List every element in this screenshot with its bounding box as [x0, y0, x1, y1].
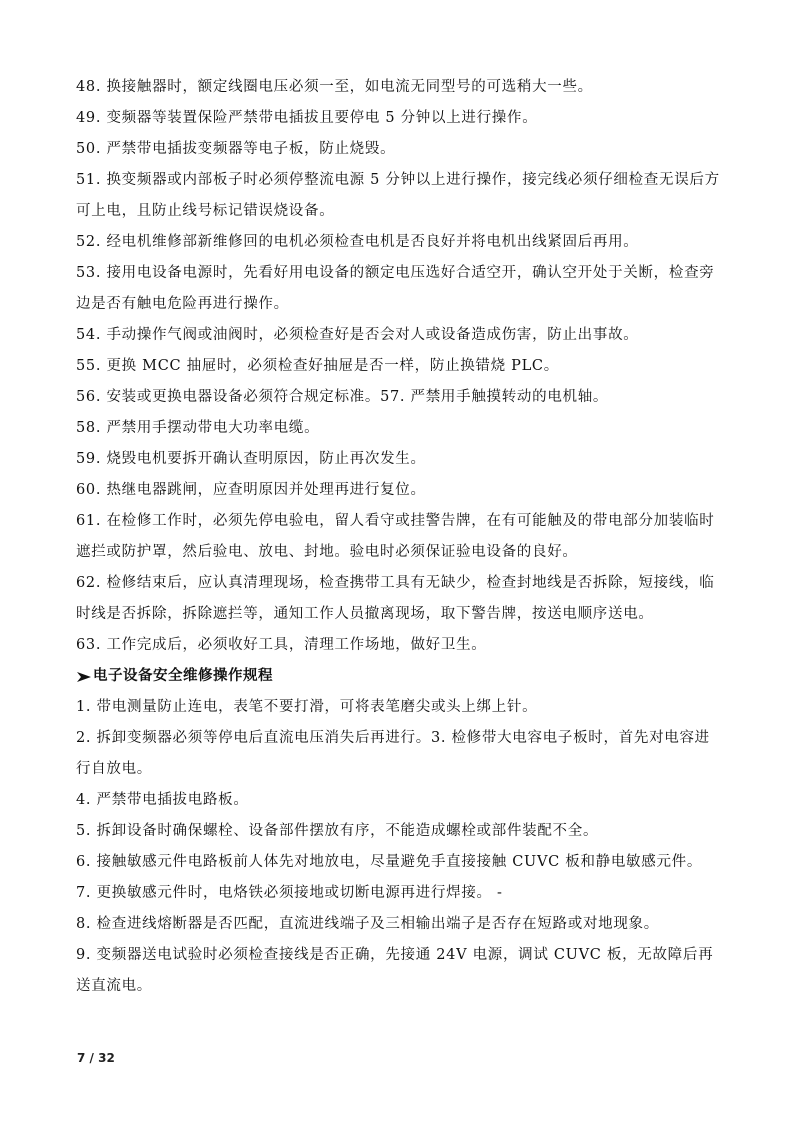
electronic-rule-8: 8. 检查进线熔断器是否匹配，直流进线端子及三相输出端子是否存在短路或对地现象。 — [76, 916, 659, 932]
rule-62: 62. 检修结束后，应认真清理现场，检查携带工具有无缺少，检查封地线是否拆除，短接线，临时线是否拆除，拆除遮拦等，通知工作人员撤离现场，取下警告牌，按送电顺序送电。 — [76, 575, 715, 622]
electronic-rule-7: 7. 更换敏感元件时，电烙铁必须接地或切断电源再进行焊接。 - — [76, 885, 503, 901]
arrow-bullet-icon — [76, 671, 92, 683]
rule-51: 51. 换变频器或内部板子时必须停整流电源 5 分钟以上进行操作，接完线必须仔细检查无误后方可上电，且防止线号标记错误烧设备。 — [76, 172, 720, 219]
section-heading — [76, 661, 722, 692]
rule-55: 55. 更换 MCC 抽屉时，必须检查好抽屉是否一样，防止换错烧 PLC。 — [76, 358, 559, 374]
rule-49: 49. 变频器等装置保险严禁带电插拔且要停电 5 分钟以上进行操作。 — [76, 110, 538, 126]
rule-53: 53. 接用电设备电源时，先看好用电设备的额定电压选好合适空开，确认空开处于关断，检查旁边是否有触电危险再进行操作。 — [76, 265, 715, 312]
electronic-rule-2-3: 2. 拆卸变频器必须等停电后直流电压消失后再进行。3. 检修带大电容电子板时，首先对电容进行自放电。 — [76, 730, 710, 777]
section-heading-text: 电子设备安全维修操作规程 — [93, 668, 273, 684]
rule-54: 54. 手动操作气阀或油阀时，必须检查好是否会对人或设备造成伤害，防止出事故。 — [76, 327, 639, 343]
electronic-rule-5: 5. 拆卸设备时确保螺栓、设备部件摆放有序，不能造成螺栓或部件装配不全。 — [76, 823, 599, 839]
rule-48: 48. 换接触器时，额定线圈电压必须一至，如电流无同型号的可选稍大一些。 — [76, 79, 593, 95]
electronic-rule-9: 9. 变频器送电试验时必须检查接线是否正确，先接通 24V 电源，调试 CUVC 板，无故障后再送直流电。 — [76, 947, 714, 994]
rule-60: 60. 热继电器跳闸，应查明原因并处理再进行复位。 — [76, 482, 426, 498]
rule-61: 61. 在检修工作时，必须先停电验电，留人看守或挂警告牌，在有可能触及的带电部分加装临时遮拦或防护罩，然后验电、放电、封地。验电时必须保证验电设备的良好。 — [76, 513, 715, 560]
rule-50: 50. 严禁带电插拔变频器等电子板，防止烧毁。 — [76, 141, 396, 157]
rule-58: 58. 严禁用手摆动带电大功率电缆。 — [76, 420, 320, 436]
document-body — [76, 72, 722, 1002]
electronic-rule-1: 1. 带电测量防止连电，表笔不要打滑，可将表笔磨尖或头上绑上针。 — [76, 699, 538, 715]
page-number: 7 / 32 — [77, 1051, 115, 1065]
rule-56-57: 56. 安装或更换电器设备必须符合规定标准。57. 严禁用手触摸转动的电机轴。 — [76, 389, 609, 405]
rule-59: 59. 烧毁电机要拆开确认查明原因，防止再次发生。 — [76, 451, 426, 467]
electronic-rule-4: 4. 严禁带电插拔电路板。 — [76, 792, 249, 808]
rule-63: 63. 工作完成后，必须收好工具，清理工作场地，做好卫生。 — [76, 637, 487, 653]
rule-52: 52. 经电机维修部新维修回的电机必须检查电机是否良好并将电机出线紧固后再用。 — [76, 234, 639, 250]
electronic-rule-6: 6. 接触敏感元件电路板前人体先对地放电，尽量避免手直接接触 CUVC 板和静电敏感元件。 — [76, 854, 703, 870]
